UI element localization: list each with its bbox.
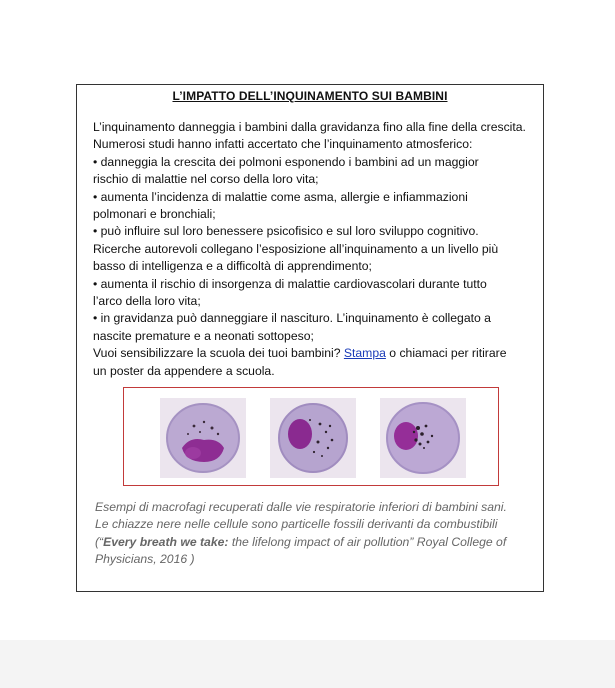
image-caption <box>95 499 535 569</box>
cta-text: Vuoi sensibilizzare la scuola dei tuoi bambini? <box>93 346 344 361</box>
body-line: L’inquinamento danneggia i bambini dalla gravidanza fino alla fine della crescita. <box>93 120 526 134</box>
caption-line: Physicians, 2016 ) <box>95 552 195 567</box>
body-line: Ricerche autorevoli collegano l’esposizione all’inquinamento a un livello più <box>93 241 499 256</box>
macrophage-cell-1 <box>160 398 246 478</box>
cta-line-2: un poster da appendere a scuola. <box>93 363 275 378</box>
caption-citation <box>95 534 535 551</box>
caption-line: Le chiazze nere nelle cellule sono particelle fossili derivanti da combustibili <box>95 517 498 532</box>
body-line: nascite premature e a neonati sottopeso; <box>93 328 314 343</box>
body-line: l’arco della loro vita; <box>93 294 201 309</box>
macrophage-cell-2 <box>270 398 356 478</box>
caption-report-title: Every breath we take: <box>103 534 229 549</box>
body-line: rischio di malattie nel corso della loro vita; <box>93 172 319 187</box>
body-text <box>93 119 545 380</box>
body-line: • in gravidanza può danneggiare il nascituro. L’inquinamento è collegato a <box>93 311 491 326</box>
body-line: • aumenta il rischio di insorgenza di malattie cardiovascolari durante tutto <box>93 276 487 291</box>
page-title: L’IMPATTO DELL’INQUINAMENTO SUI BAMBINI <box>172 89 448 103</box>
body-line: Numerosi studi hanno infatti accertato che l’inquinamento atmosferico: <box>93 137 473 152</box>
stampa-link[interactable]: Stampa <box>343 346 386 361</box>
page-bottom-strip <box>0 640 615 688</box>
macrophage-cell-3 <box>380 398 466 478</box>
body-line: • aumenta l’incidenza di malattie come asma, allergie e infiammazioni <box>93 189 468 204</box>
macrophage-image-frame <box>123 387 499 486</box>
cta-text-after: o chiamaci per ritirare <box>385 346 507 361</box>
body-line: • può influire sul loro benessere psicofisico e sul loro sviluppo cognitivo. <box>93 224 479 239</box>
body-line: • danneggia la crescita dei polmoni esponendo i bambini ad un maggior <box>93 154 479 169</box>
caption-open-quote: (“ <box>95 534 104 549</box>
caption-citation-rest: the lifelong impact of air pollution” Royal College of <box>228 534 507 549</box>
document-frame <box>76 84 544 592</box>
body-line: basso di intelligenza e a difficoltà di apprendimento; <box>93 259 372 274</box>
cta-line <box>93 345 545 362</box>
body-line: polmonari e bronchiali; <box>93 207 216 222</box>
caption-line: Esempi di macrofagi recuperati dalle vie respiratorie inferiori di bambini sani. <box>95 500 507 514</box>
